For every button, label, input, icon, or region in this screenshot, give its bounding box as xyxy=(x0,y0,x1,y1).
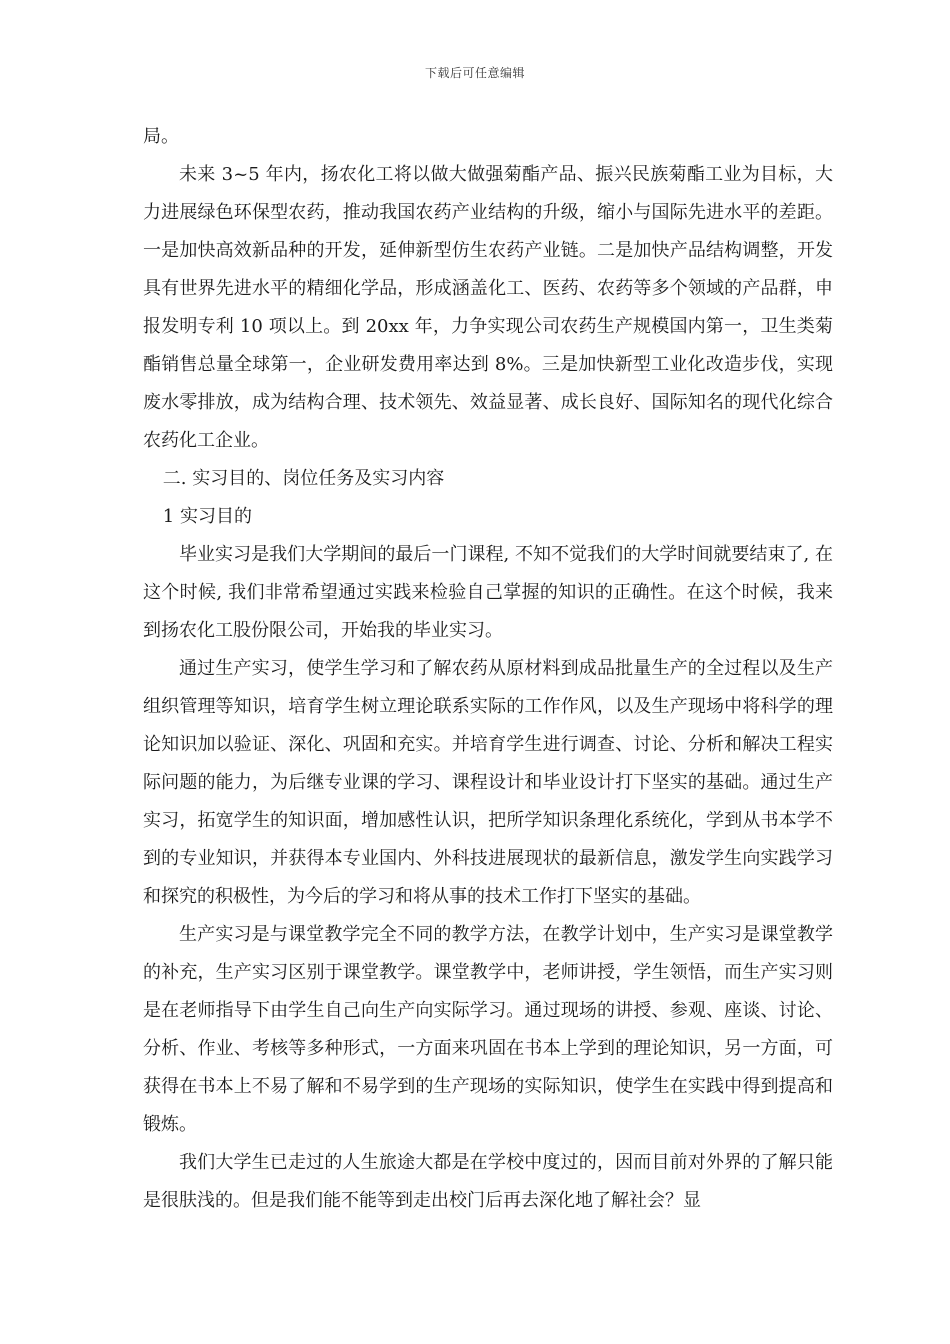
page-header-note: 下载后可任意编辑 xyxy=(424,66,525,80)
paragraph-internship-intro: 毕业实习是我们大学期间的最后一门课程, 不知不觉我们的大学时间就要结束了, 在这个时候, 我们非常希望通过实践来检验自己掌握的知识的正确性。在这个时候，我来到扬农化工股份限公司，开始我的毕业实习。 xyxy=(143,544,833,641)
paragraph-teaching-method: 生产实习是与课堂教学完全不同的教学方法，在教学计划中，生产实习是课堂教学的补充，生产实习区别于课堂教学。课堂教学中，老师讲授，学生领悟，而生产实习则是在老师指导下由学生自己向生产向实际学习。通过现场的讲授、参观、座谈、讨论、分析、作业、考核等多种形式，一方面来巩固在书本上学到的理论知识，另一方面，可获得在书本上不易了解和不易学到的生产现场的实际知识，使学生在实践中得到提高和锻炼。 xyxy=(143,924,833,1135)
paragraph-future-plan: 未来 3~5 年内，扬农化工将以做大做强菊酯产品、振兴民族菊酯工业为目标，大力进展绿色环保型农药，推动我国农药产业结构的升级，缩小与国际先进水平的差距。一是加快高效新品种的开发，延伸新型仿生农药产业链。二是加快产品结构调整，开发具有世界先进水平的精细化学品，形成涵盖化工、医药、农药等多个领域的产品群，申报发明专利 10 项以上。到 20xx 年，力争实现公司农药生产规模国内第一，卫生类菊酯销售总量全球第一，企业研发费用率达到 8%。三是加快新型工业化改造步伐，实现废水零排放，成为结构合理、技术领先、效益显著、成长良好、国际知名的现代化综合农药化工企业。 xyxy=(143,164,833,451)
document-body xyxy=(143,118,833,1220)
paragraph-production-internship: 通过生产实习，使学生学习和了解农药从原材料到成品批量生产的全过程以及生产组织管理等知识，培育学生树立理论联系实际的工作作风，以及生产现场中将科学的理论知识加以验证、深化、巩固和充实。并培育学生进行调查、讨论、分析和解决工程实际问题的能力，为后继专业课的学习、课程设计和毕业设计打下坚实的基础。通过生产实习，拓宽学生的知识面，增加感性认识，把所学知识条理化系统化，学到从书本学不到的专业知识，并获得本专业国内、外科技进展现状的最新信息，激发学生向实践学习和探究的积极性，为今后的学习和将从事的技术工作打下坚实的基础。 xyxy=(143,658,833,907)
section-heading: 二. 实习目的、岗位任务及实习内容 xyxy=(162,468,445,489)
paragraph-continuation: 局。 xyxy=(143,126,179,147)
subsection-heading: 1 实习目的 xyxy=(162,506,252,527)
paragraph-student-life: 我们大学生已走过的人生旅途大都是在学校中度过的，因而目前对外界的了解只能是很肤浅的。但是我们能不能等到走出校门后再去深化地了解社会？显 xyxy=(143,1152,833,1211)
